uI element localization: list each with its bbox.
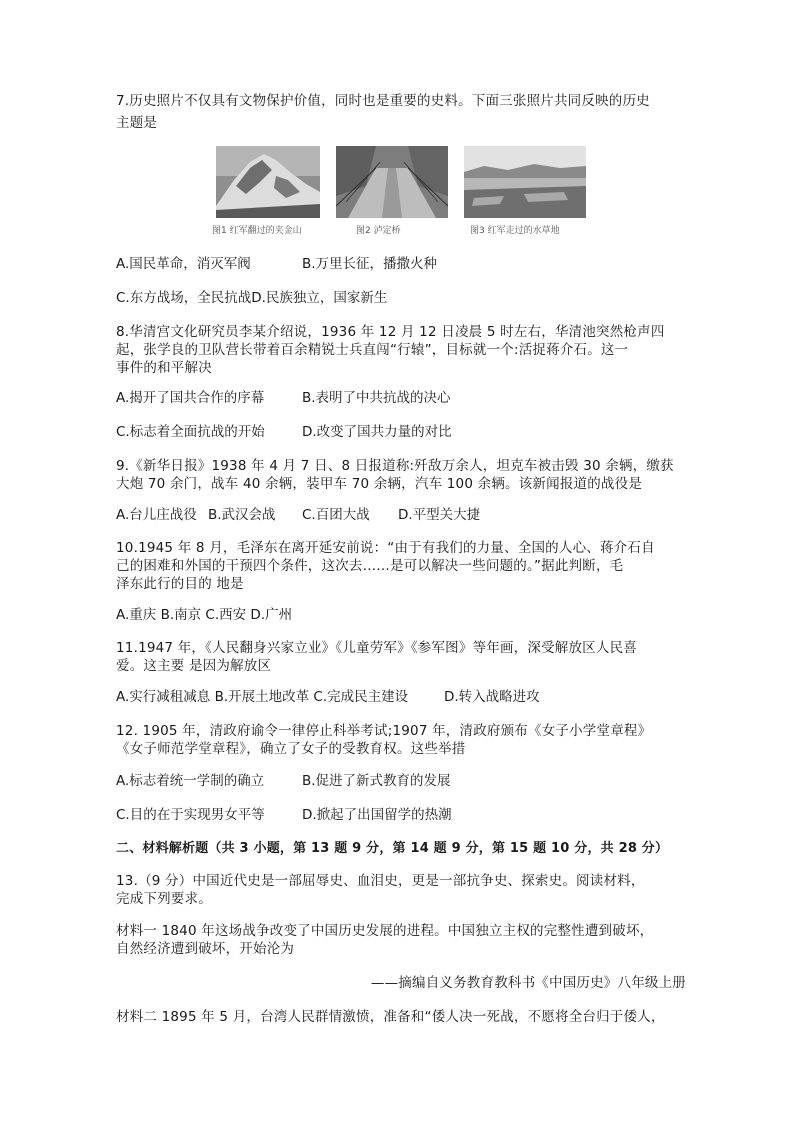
photo-caption-2: 图2 泸定桥 — [356, 226, 401, 236]
q8-stem-line2: 起，张学良的卫队营长带着百余精锐士兵直闯“行辕”，目标就一个:活捉蒋介石。这一 — [116, 342, 629, 358]
q7-option-cd: C.东方战场，全民抗战D.民族独立，国家新生 — [116, 290, 388, 306]
q11-stem-line2: 爱。这主要 是因为解放区 — [116, 658, 272, 674]
q9-option-d: D.平型关大捷 — [398, 507, 481, 523]
q9-option-a: A.台儿庄战役 — [116, 507, 197, 523]
q8-stem-line3: 事件的和平解决 — [116, 360, 212, 376]
q13-material1-source: ——摘编自义务教育教科书《中国历史》八年级上册 — [370, 975, 686, 991]
q10-stem-line2: 己的困难和外国的干预四个条件，这次去……是可以解决一些问题的。”据此判断，毛 — [116, 558, 624, 574]
q10-options: A.重庆 B.南京 C.西安 D.广州 — [116, 607, 293, 623]
q7-option-a: A.国民革命，消灭军阀 — [116, 256, 251, 272]
q13-stem-line1: 13.（9 分）中国近代史是一部屈辱史、血泪史，更是一部抗争史、探索史。阅读材料， — [116, 873, 645, 889]
q13-material1-line1: 材料一 1840 年这场战争改变了中国历史发展的进程。中国独立主权的完整性遭到破坏， — [116, 923, 654, 939]
q12-option-b: B.促进了新式教育的发展 — [302, 773, 451, 789]
q13-material1-line2: 自然经济遭到破坏，开始沦为 — [116, 941, 295, 957]
q13-material2-line1: 材料二 1895 年 5 月，台湾人民群情激愤，准备和“倭人决一死战，不愿将全台归于倭人， — [116, 1009, 665, 1025]
q7-stem-line2: 主题是 — [116, 115, 158, 131]
q8-option-c: C.标志着全面抗战的开始 — [116, 424, 265, 440]
q7-stem-line1: 7.历史照片不仅具有文物保护价值，同时也是重要的史料。下面三张照片共同反映的历史 — [116, 93, 650, 109]
mountain-photo — [216, 146, 320, 218]
q12-option-d: D.掀起了出国留学的热潮 — [302, 807, 452, 823]
q8-option-a: A.揭开了国共合作的序幕 — [116, 390, 265, 406]
q12-option-c: C.目的在于实现男女平等 — [116, 807, 265, 823]
photo-caption-1: 图1 红军翻过的夹金山 — [212, 226, 302, 236]
q8-stem-line1: 8.华清宫文化研究员李某介绍说，1936 年 12 月 12 日凌晨 5 时左右，华清池突然枪声四 — [116, 324, 665, 340]
q10-stem-line1: 10.1945 年 8 月，毛泽东在离开延安前说：“由于有我们的力量、全国的人心、蒋介石自 — [116, 540, 655, 556]
q11-stem-line1: 11.1947 年，《人民翻身兴家立业》《儿童劳军》《参军图》等年画，深受解放区人民喜 — [116, 640, 637, 656]
q9-option-c: C.百团大战 — [302, 507, 370, 523]
grassland-photo — [464, 146, 586, 218]
section-2-heading: 二、材料解析题（共 3 小题，第 13 题 9 分，第 14 题 9 分，第 15 题 10 分，共 28 分） — [116, 841, 669, 856]
q12-option-a: A.标志着统一学制的确立 — [116, 773, 265, 789]
q10-stem-line3: 泽东此行的目的 地是 — [116, 576, 244, 592]
q9-stem-line1: 9.《新华日报》1938 年 4 月 7 日、8 日报道称:歼敌万余人，坦克车被击毁 30 余辆，缴获 — [116, 458, 674, 474]
q12-stem-line1: 12. 1905 年，清政府谕令一律停止科举考试;1907 年，清政府颁布《女子小学堂章程》 — [116, 723, 652, 739]
bridge-photo — [336, 146, 448, 218]
q7-option-b: B.万里长征，播撒火种 — [302, 256, 438, 272]
q13-stem-line2: 完成下列要求。 — [116, 891, 212, 907]
photo-caption-3: 图3 红军走过的水草地 — [470, 226, 560, 236]
q9-option-b: B.武汉会战 — [208, 507, 276, 523]
q11-option-d: D.转入战略进攻 — [444, 689, 540, 705]
q11-option-abc: A.实行减租减息 B.开展土地改革 C.完成民主建设 — [116, 689, 409, 705]
q8-option-b: B.表明了中共抗战的决心 — [302, 390, 451, 406]
q9-stem-line2: 大炮 70 余门，战车 40 余辆，装甲车 70 余辆，汽车 100 余辆。该新闻报道的战役是 — [116, 476, 643, 492]
q8-option-d: D.改变了国共力量的对比 — [302, 424, 452, 440]
q12-stem-line2: 《女子师范学堂章程》，确立了女子的受教育权。这些举措 — [116, 741, 466, 757]
